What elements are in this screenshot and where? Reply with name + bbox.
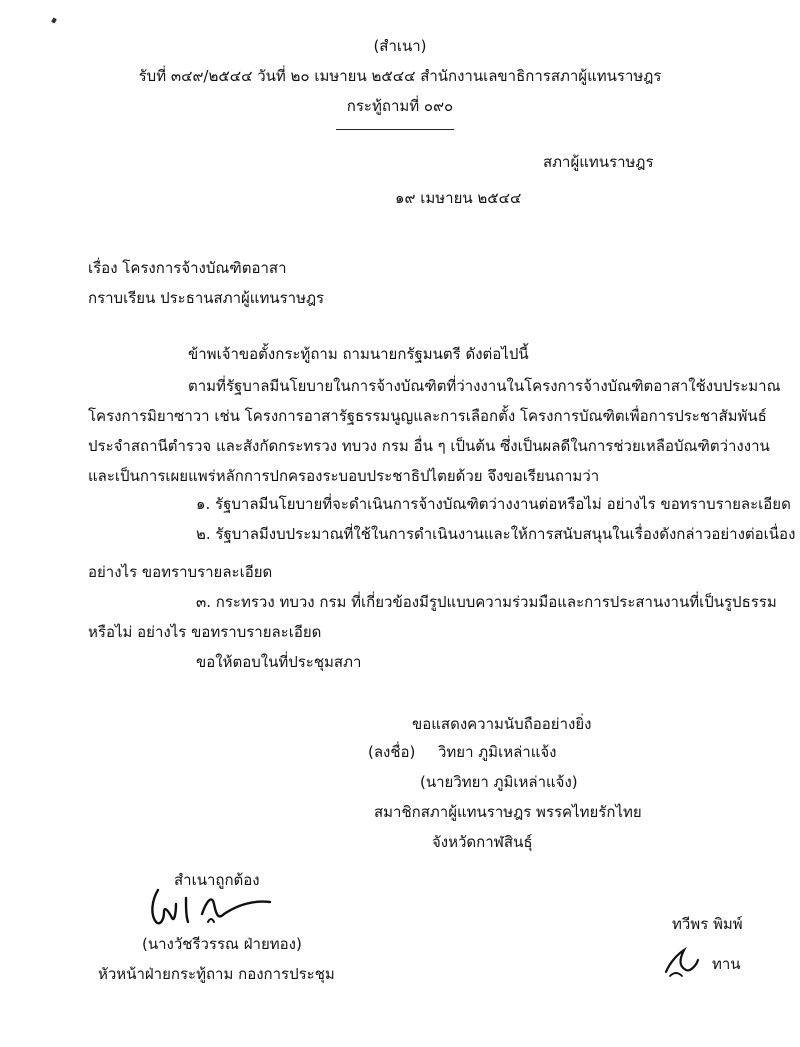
- body-line: และเป็นการเผยแพร่หลักการปกครองระบอบประชาธิปไตยด้วย จึงขอเรียนถามว่า: [88, 467, 600, 485]
- body-line: โครงการมิยาซาวา เช่น โครงการอาสารัฐธรรมนูญและการเลือกตั้ง โครงการบัณฑิตเพื่อการประชาสัมพันธ์: [88, 407, 767, 425]
- question-1: ๑. รัฐบาลมีนโยบายที่จะดำเนินการจ้างบัณฑิตว่างงานต่อหรือไม่ อย่างไร ขอทราบรายละเอียด: [196, 495, 791, 513]
- signed-label: (ลงชื่อ): [368, 743, 416, 761]
- addressee: กราบเรียน ประธานสภาผู้แทนราษฎร: [88, 289, 325, 307]
- handwritten-signature: [146, 884, 286, 934]
- body-line: ประจำสถานีตำรวจ และสังกัดกระทรวง ทบวง กรม อื่น ๆ เป็นต้น ซึ่งเป็นผลดีในการช่วยเหลือบัณฑิตว่างงาน: [88, 437, 770, 455]
- received-line: รับที่ ๓๔๙/๒๕๔๔ วันที่ ๒๐ เมษายน ๒๕๔๔ สำนักงานเลขาธิการสภาผู้แทนราษฎร: [138, 67, 662, 85]
- province: จังหวัดกาฬสินธุ์: [432, 833, 533, 851]
- question-number: กระทู้ถามที่ ๐๙๐: [346, 97, 454, 115]
- subject: เรื่อง โครงการจ้างบัณฑิตอาสา: [88, 259, 287, 277]
- reviewer-label: ทาน: [712, 955, 741, 973]
- certifier-name: (นางวัชรีวรรณ ฝ่ายทอง): [142, 935, 302, 953]
- header-divider: [336, 129, 454, 130]
- typist-label: ทวีพร พิมพ์: [672, 915, 743, 933]
- initials-signature: [660, 944, 704, 980]
- sender: สภาผู้แทนราษฎร: [543, 153, 654, 171]
- letter-date: ๑๙ เมษายน ๒๕๔๔: [395, 189, 522, 207]
- full-name: (นายวิทยา ภูมิเหล่าแจ้ง): [420, 773, 578, 791]
- member-position: สมาชิกสภาผู้แทนราษฎร พรรคไทยรักไทย: [374, 803, 642, 821]
- certifier-title: หัวหน้าฝ่ายกระทู้ถาม กองการประชุม: [98, 965, 335, 983]
- question-3: ๓. กระทรวง ทบวง กรม ที่เกี่ยวข้องมีรูปแบบความร่วมมือและการประสานงานที่เป็นรูปธรรม: [196, 593, 777, 611]
- closing-request: ขอให้ตอบในที่ประชุมสภา: [196, 653, 362, 671]
- certification-label: สำเนาถูกต้อง: [174, 871, 260, 889]
- question-3-cont: หรือไม่ อย่างไร ขอทราบรายละเอียด: [88, 623, 322, 641]
- question-2: ๒. รัฐบาลมีงบประมาณที่ใช้ในการดำเนินงานและให้การสนับสนุนในเรื่องดังกล่าวอย่างต่อเนื่อง: [196, 525, 796, 543]
- body-line: ตามที่รัฐบาลมีนโยบายในการจ้างบัณฑิตที่ว่างงานในโครงการจ้างบัณฑิตอาสาใช้งบประมาณ: [188, 377, 781, 395]
- stray-mark: [51, 17, 57, 23]
- regards: ขอแสดงความนับถืออย่างยิ่ง: [412, 715, 592, 733]
- body-intro: ข้าพเจ้าขอตั้งกระทู้ถาม ถามนายกรัฐมนตรี ดังต่อไปนี้: [188, 345, 529, 363]
- copy-label: (สำเนา): [373, 37, 427, 55]
- signed-name: วิทยา ภูมิเหล่าแจ้ง: [438, 743, 557, 761]
- question-2-cont: อย่างไร ขอทราบรายละเอียด: [88, 563, 273, 581]
